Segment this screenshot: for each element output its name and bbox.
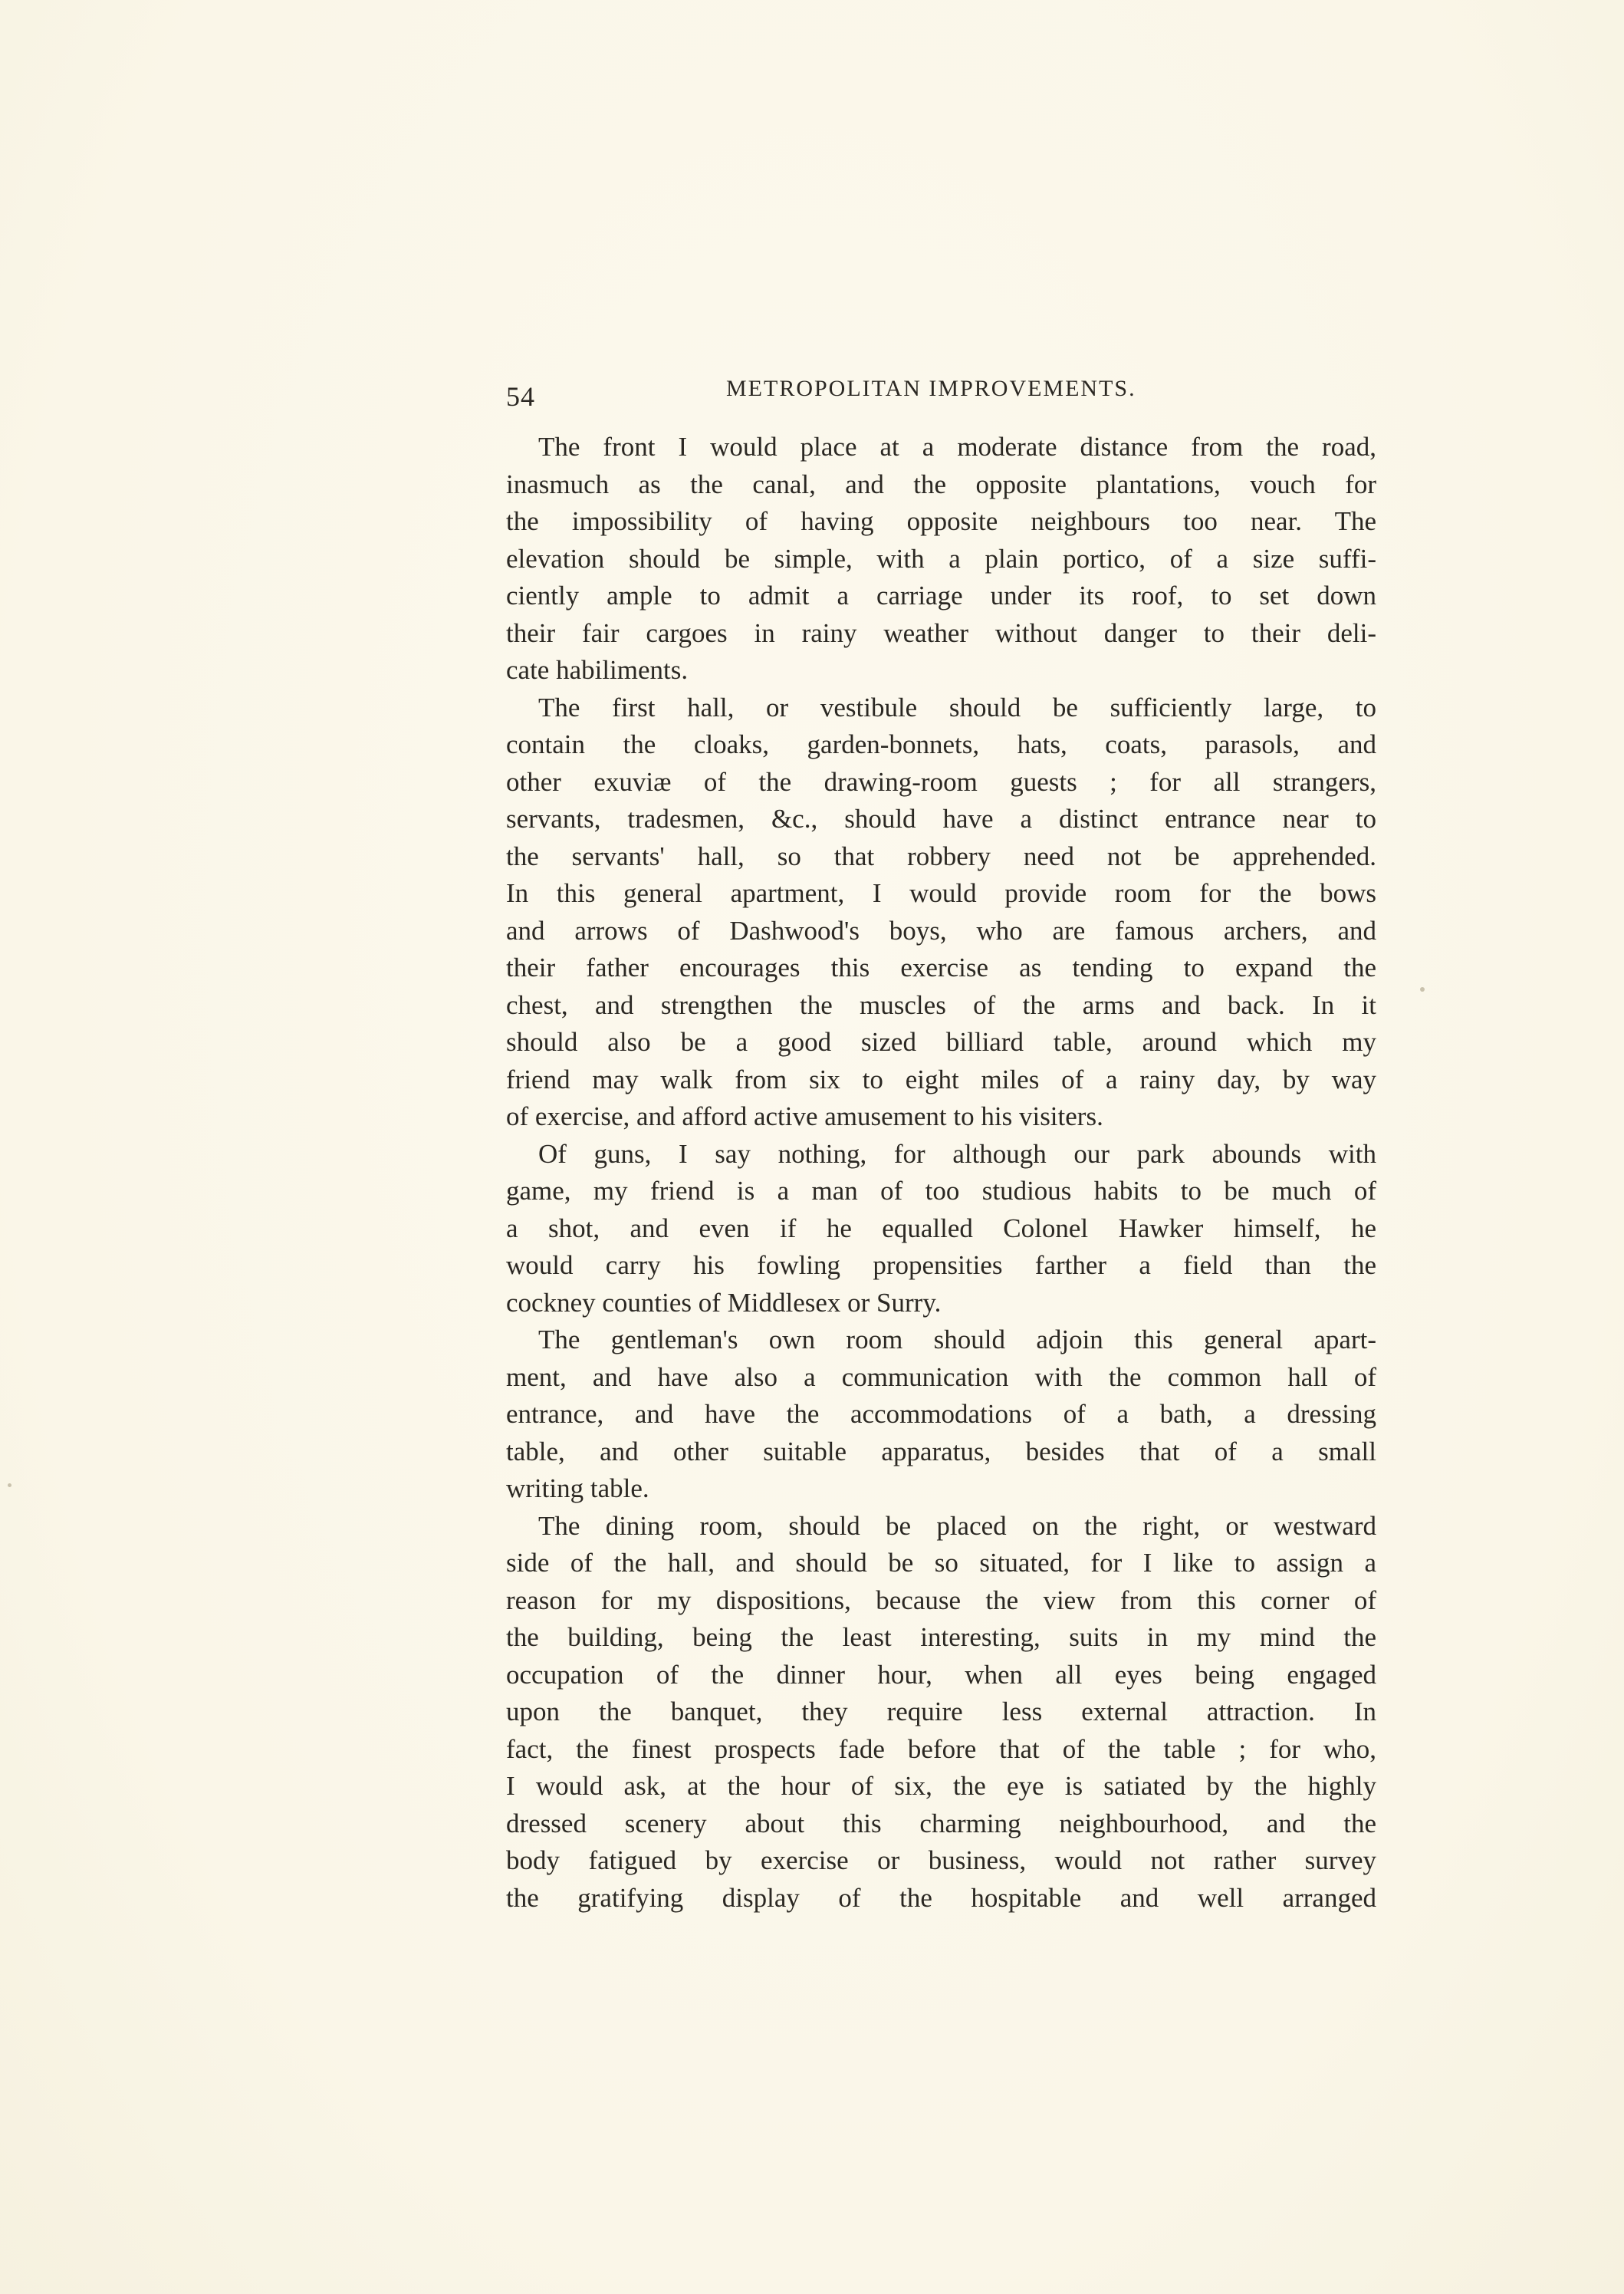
text-line: writing table. [506, 1473, 649, 1503]
text-line: reason for my dispositions, because the view from this corner of [506, 1585, 1376, 1615]
text-line: The dining room, should be placed on the right, or westward [538, 1510, 1376, 1541]
page-header [506, 373, 1165, 411]
text-line: The front I would place at a moderate distance from the road, [538, 432, 1376, 462]
paragraph [506, 1321, 1376, 1508]
text-line: The gentleman's own room should adjoin this general apart- [538, 1325, 1376, 1354]
text-line: contain the cloaks, garden-bonnets, hats, coats, parasols, and [506, 729, 1376, 759]
text-line: body fatigued by exercise or business, would not rather survey [506, 1845, 1376, 1875]
paper-speck [8, 1483, 12, 1487]
text-line: cockney counties of Middlesex or Surry. [506, 1287, 942, 1318]
body-text [506, 429, 1376, 1917]
text-line: table, and other suitable apparatus, besides that of a small [506, 1436, 1376, 1466]
text-line: friend may walk from six to eight miles of a rainy day, by way [506, 1064, 1376, 1094]
text-line: elevation should be simple, with a plain portico, of a size suffi- [506, 543, 1376, 574]
text-line: their fair cargoes in rainy weather without danger to their deli- [506, 617, 1376, 648]
text-line: servants, tradesmen, &c., should have a distinct entrance near to [506, 804, 1376, 834]
running-head: METROPOLITAN IMPROVEMENTS. [726, 376, 1136, 401]
text-line: The first hall, or vestibule should be sufficiently large, to [538, 692, 1376, 722]
text-line: occupation of the dinner hour, when all eyes being engaged [506, 1659, 1376, 1690]
text-line: entrance, and have the accommodations of a bath, a dressing [506, 1399, 1376, 1429]
text-line: inasmuch as the canal, and the opposite plantations, vouch for [506, 469, 1376, 499]
text-line: a shot, and even if he equalled Colonel Hawker himself, he [506, 1213, 1376, 1243]
paragraph [506, 690, 1376, 1136]
text-line: cate habiliments. [506, 655, 689, 685]
text-line: upon the banquet, they require less external attraction. In [506, 1697, 1376, 1726]
text-line: Of guns, I say nothing, for although our park abounds with [538, 1138, 1376, 1169]
text-line: the building, being the least interesting, suits in my mind the [506, 1622, 1376, 1652]
paragraph [506, 1136, 1376, 1322]
text-line: of exercise, and afford active amusement to his visiters. [506, 1101, 1103, 1131]
page-number: 54 [506, 381, 535, 412]
text-line: would carry his fowling propensities farther a field than the [506, 1250, 1376, 1280]
text-line: other exuviæ of the drawing-room guests ; for all strangers, [506, 766, 1376, 797]
text-line: chest, and strengthen the muscles of the arms and back. In it [506, 989, 1376, 1020]
text-line: dressed scenery about this charming neighbourhood, and the [506, 1808, 1376, 1838]
text-line: the gratifying display of the hospitable and well arranged [506, 1882, 1376, 1913]
text-line: side of the hall, and should be so situated, for I like to assign a [506, 1548, 1376, 1578]
text-line: game, my friend is a man of too studious habits to be much of [506, 1176, 1376, 1206]
text-line: ciently ample to admit a carriage under its roof, to set down [506, 581, 1376, 611]
paper-speck [1420, 987, 1425, 992]
text-line: should also be a good sized billiard table, around which my [506, 1027, 1376, 1057]
text-line: the servants' hall, so that robbery need not be apprehended. [506, 841, 1376, 871]
text-line: fact, the finest prospects fade before that of the table ; for who, [506, 1733, 1376, 1764]
text-line: and arrows of Dashwood's boys, who are famous archers, and [506, 915, 1376, 946]
text-line: In this general apartment, I would provide room for the bows [506, 878, 1376, 908]
text-line: their father encourages this exercise as tending to expand the [506, 953, 1376, 982]
paragraph [506, 1508, 1376, 1917]
text-line: I would ask, at the hour of six, the eye is satiated by the highly [506, 1771, 1376, 1801]
paragraph [506, 429, 1376, 690]
text-line: ment, and have also a communication with the common hall of [506, 1361, 1376, 1392]
text-line: the impossibility of having opposite neighbours too near. The [506, 506, 1376, 536]
